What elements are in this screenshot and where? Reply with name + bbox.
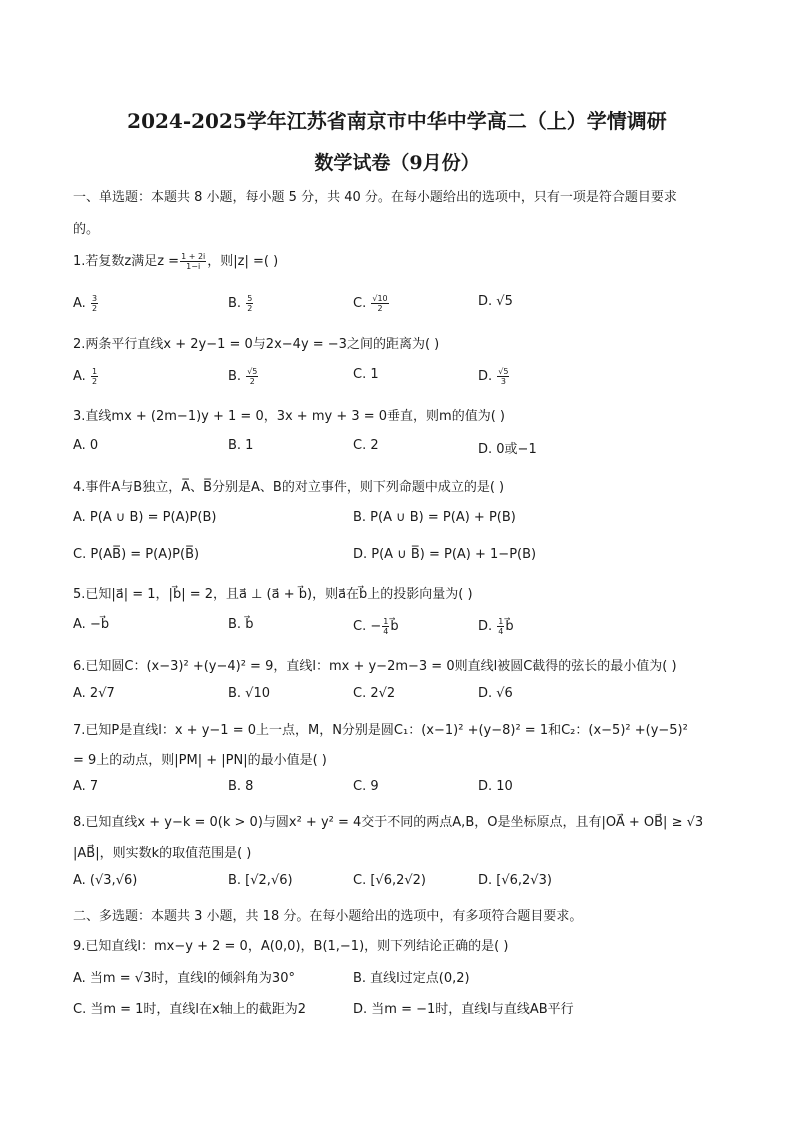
q7-option-d[interactable]: D. 10 [478, 779, 513, 794]
q2-option-d[interactable] [478, 367, 510, 386]
q7-option-c[interactable]: C. 9 [353, 779, 379, 794]
q9-options-row2 [73, 998, 723, 1018]
numerator: 5 [247, 294, 253, 303]
q9-option-d[interactable]: D. 当m = −1时，直线l与直线AB平行 [353, 1002, 574, 1017]
q6-option-a[interactable]: A. 2√7 [73, 686, 115, 701]
q1-option-b[interactable] [228, 294, 254, 313]
numerator: 1 [91, 367, 98, 376]
q3-option-c[interactable]: C. 2 [353, 438, 379, 453]
q8-option-a[interactable]: A. (√3,√6) [73, 873, 138, 888]
q9-option-c[interactable]: C. 当m = 1时，直线l在x轴上的截距为2 [73, 1002, 307, 1017]
denominator: 4 [498, 627, 504, 636]
q2-option-a[interactable] [73, 367, 99, 386]
option-label: C. [353, 367, 367, 382]
q1-denominator: 1−i [186, 262, 201, 271]
q1-option-c[interactable] [353, 294, 390, 313]
q8-option-b[interactable]: B. [√2,√6) [228, 873, 293, 888]
denominator: 4 [383, 627, 389, 636]
q8-option-c[interactable]: C. [√6,2√2) [353, 873, 426, 888]
denominator: 2 [377, 304, 383, 313]
q1-fraction [180, 252, 206, 271]
option-sign: − [370, 619, 382, 634]
numerator: √10 [372, 294, 388, 303]
option-label: B. [228, 369, 242, 384]
q5-option-d[interactable] [478, 617, 514, 636]
q9-stem: 9.已知直线l：mx−y + 2 = 0，A(0,0)，B(1,−1)，则下列结论正确的是( ) [73, 939, 509, 954]
section1-heading-cont: 的。 [73, 222, 100, 237]
option-label: B. [228, 296, 242, 311]
q1-numerator: 1 + 2i [181, 252, 206, 261]
option-label: A. [73, 369, 86, 384]
q2-stem: 2.两条平行直线x + 2y−1 = 0与2x−4y = −3之间的距离为( ) [73, 337, 440, 352]
q6-stem: 6.已知圆C：(x−3)² +(y−4)² = 9，直线l：mx + y−2m−3 = 0则直线l被圆C截得的弦长的最小值为( ) [73, 659, 677, 674]
q2-options [73, 367, 723, 387]
q4-option-a[interactable]: A. P(A ∪ B) = P(A)P(B) [73, 510, 217, 525]
section1-heading: 一、单选题：本题共 8 小题，每小题 5 分，共 40 分。在每小题给出的选项中，只有一项是符合题目要求 [73, 190, 677, 205]
numerator: √5 [498, 367, 509, 376]
numerator: 3 [91, 294, 98, 303]
q7-options [73, 779, 723, 799]
option-label: A. [73, 617, 86, 632]
option-vector: b⃗ [390, 619, 399, 634]
q4-option-d[interactable]: D. P(A ∪ B̅) = P(A) + 1−P(B) [353, 547, 537, 562]
q7-option-b[interactable]: B. 8 [228, 779, 254, 794]
q8-stem-cont: |AB⃗|，则实数k的取值范围是( ) [73, 846, 252, 861]
q3-option-a[interactable]: A. 0 [73, 438, 99, 453]
option-fraction [497, 367, 509, 386]
option-label: C. [353, 619, 367, 634]
q2-option-b[interactable] [228, 367, 259, 386]
q4-option-b[interactable]: B. P(A ∪ B) = P(A) + P(B) [353, 510, 516, 525]
q6-option-c[interactable]: C. 2√2 [353, 686, 396, 701]
section2-heading: 二、多选题：本题共 3 小题，共 18 分。在每小题给出的选项中，有多项符合题目要求。 [73, 909, 583, 924]
option-text: b⃗ [245, 617, 254, 632]
q5-option-a[interactable] [73, 617, 109, 632]
q1-option-a[interactable] [73, 294, 99, 313]
q5-options [73, 617, 723, 637]
q5-stem: 5.已知|a⃗| = 1，|b⃗| = 2，且a⃗ ⊥ (a⃗ + b⃗)，则a⃗在b⃗上的投影向量为( ) [73, 587, 473, 602]
option-fraction [246, 367, 258, 386]
denominator: 2 [247, 304, 253, 313]
q8-option-d[interactable]: D. [√6,2√3) [478, 873, 552, 888]
option-fraction [246, 294, 253, 313]
denominator: 3 [500, 377, 506, 386]
q4-option-c[interactable]: C. P(AB̅) = P(A)P(B̅) [73, 547, 200, 562]
q3-option-d[interactable]: D. 0或−1 [478, 442, 537, 457]
q1-stem-suffix: ，则|z| =( ) [207, 254, 279, 269]
option-label: B. [228, 617, 242, 632]
q8-stem: 8.已知直线x + y−k = 0(k > 0)与圆x² + y² = 4交于不同的两点A,B，O是坐标原点，且有|OA⃗ + OB⃗| ≥ √3 [73, 815, 704, 830]
option-fraction [91, 367, 98, 386]
option-label: D. [478, 294, 493, 309]
numerator: √5 [247, 367, 258, 376]
q5-option-c[interactable] [353, 617, 399, 636]
q4-options-row2 [73, 547, 723, 567]
q6-option-b[interactable]: B. √10 [228, 686, 271, 701]
option-label: D. [478, 619, 493, 634]
q2-option-c[interactable] [353, 367, 379, 382]
q4-options-row1 [73, 510, 723, 530]
q7-option-a[interactable]: A. 7 [73, 779, 99, 794]
exam-title: 2024-2025学年江苏省南京市中华中学高二（上）学情调研 [127, 109, 667, 133]
denominator: 2 [249, 377, 255, 386]
exam-subtitle: 数学试卷（9月份） [314, 152, 480, 174]
q3-option-b[interactable]: B. 1 [228, 438, 254, 453]
option-fraction [371, 294, 388, 313]
q3-stem: 3.直线mx + (2m−1)y + 1 = 0，3x + my + 3 = 0垂直，则m的值为( ) [73, 409, 505, 424]
q5-option-b[interactable] [228, 617, 253, 632]
q9-options-row1 [73, 967, 723, 987]
option-fraction [497, 617, 504, 636]
option-label: A. [73, 296, 86, 311]
q1-stem-prefix: 1.若复数z满足z = [73, 254, 180, 269]
q1-stem [73, 250, 278, 271]
q6-options [73, 686, 723, 706]
option-text: √5 [496, 294, 513, 309]
q7-stem: 7.已知P是直线l：x + y−1 = 0上一点，M，N分别是圆C₁：(x−1)² +(y−8)² = 1和C₂：(x−5)² +(y−5)² [73, 723, 688, 738]
numerator: 1 [383, 617, 389, 626]
option-label: C. [353, 296, 367, 311]
q4-stem: 4.事件A与B独立，A̅、B̅分别是A、B的对立事件，则下列命题中成立的是( ) [73, 480, 505, 495]
q6-option-d[interactable]: D. √6 [478, 686, 513, 701]
q3-options [73, 438, 723, 458]
option-text: −b⃗ [89, 617, 110, 632]
option-label: D. [478, 369, 493, 384]
q7-stem-cont: = 9上的动点，则|PM| + |PN|的最小值是( ) [73, 753, 327, 768]
numerator: 1 [498, 617, 504, 626]
q9-option-a[interactable]: A. 当m = √3时，直线l的倾斜角为30° [73, 971, 295, 986]
denominator: 2 [91, 377, 98, 386]
option-vector: b⃗ [505, 619, 514, 634]
q1-option-d[interactable] [478, 294, 513, 309]
q8-options [73, 873, 723, 893]
denominator: 2 [91, 304, 98, 313]
option-fraction [382, 617, 389, 636]
q9-option-b[interactable]: B. 直线l过定点(0,2) [353, 971, 470, 986]
q1-options [73, 294, 723, 314]
option-fraction [91, 294, 98, 313]
option-text: 1 [370, 367, 379, 382]
